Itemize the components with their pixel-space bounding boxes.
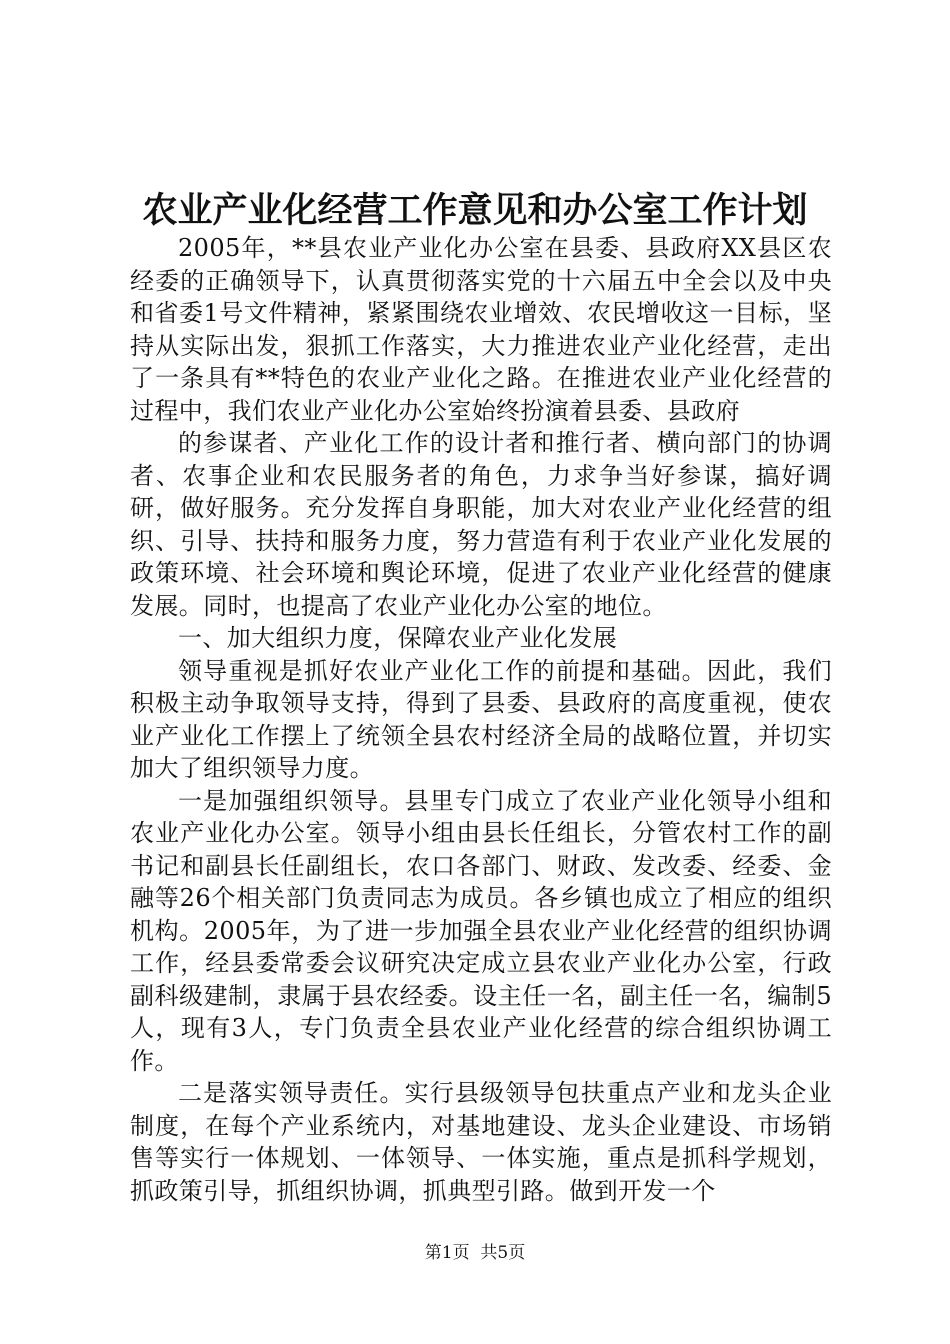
paragraph-organization: 一是加强组织领导。县里专门成立了农业产业化领导小组和农业产业化办公室。领导小组由县长任组长，分管农村工作的副书记和副县长任副组长，农口各部门、财政、发改委、经委、金融等26个相关部门负责同志为成员。各乡镇也成立了相应的组织机构。2005年，为了进一步加强全县农业产业化经营的组织协调工作，经县委常委会议研究决定成立县农业产业化办公室，行政副科级建制，隶属于县农经委。设主任一名，副主任一名，编制5人，现有3人，专门负责全县农业产业化经营的综合组织协调工作。 [130, 786, 832, 1075]
page-number: 第1页 共5页 [424, 1243, 526, 1263]
paragraph-intro: 2005年，**县农业产业化办公室在县委、县政府XX县区农经委的正确领导下，认真贯彻落实党的十六届五中全会以及中央和省委1号文件精神，紧紧围绕农业增效、农民增收这一目标，坚持从实际出发，狠抓工作落实，大力推进农业产业化经营，走出了一条具有**特色的农业产业化之路。在推进农业产业化经营的过程中，我们农业产业化办公室始终扮演着县委、县政府 [130, 234, 832, 425]
document-title: 农业产业化经营工作意见和办公室工作计划 [142, 190, 808, 231]
paragraph-role: 的参谋者、产业化工作的设计者和推行者、横向部门的协调者、农事企业和农民服务者的角色，力求争当好参谋，搞好调研，做好服务。充分发挥自身职能，加大对农业产业化经营的组织、引导、扶持和服务力度，努力营造有利于农业产业化发展的政策环境、社会环境和舆论环境，促进了农业产业化经营的健康发展。同时，也提高了农业产业化办公室的地位。 [130, 429, 832, 620]
paragraph-leadership: 领导重视是抓好农业产业化工作的前提和基础。因此，我们积极主动争取领导支持，得到了县委、县政府的高度重视，使农业产业化工作摆上了统领全县农村经济全局的战略位置，并切实加大了组织领导力度。 [130, 656, 832, 782]
document-body [130, 232, 832, 1207]
section-heading: 一、加大组织力度，保障农业产业化发展 [178, 624, 618, 652]
paragraph-responsibility: 二是落实领导责任。实行县级领导包扶重点产业和龙头企业制度，在每个产业系统内，对基地建设、龙头企业建设、市场销售等实行一体规划、一体领导、一体实施，重点是抓科学规划，抓政策引导，抓组织协调，抓典型引路。做到开发一个 [130, 1079, 832, 1205]
